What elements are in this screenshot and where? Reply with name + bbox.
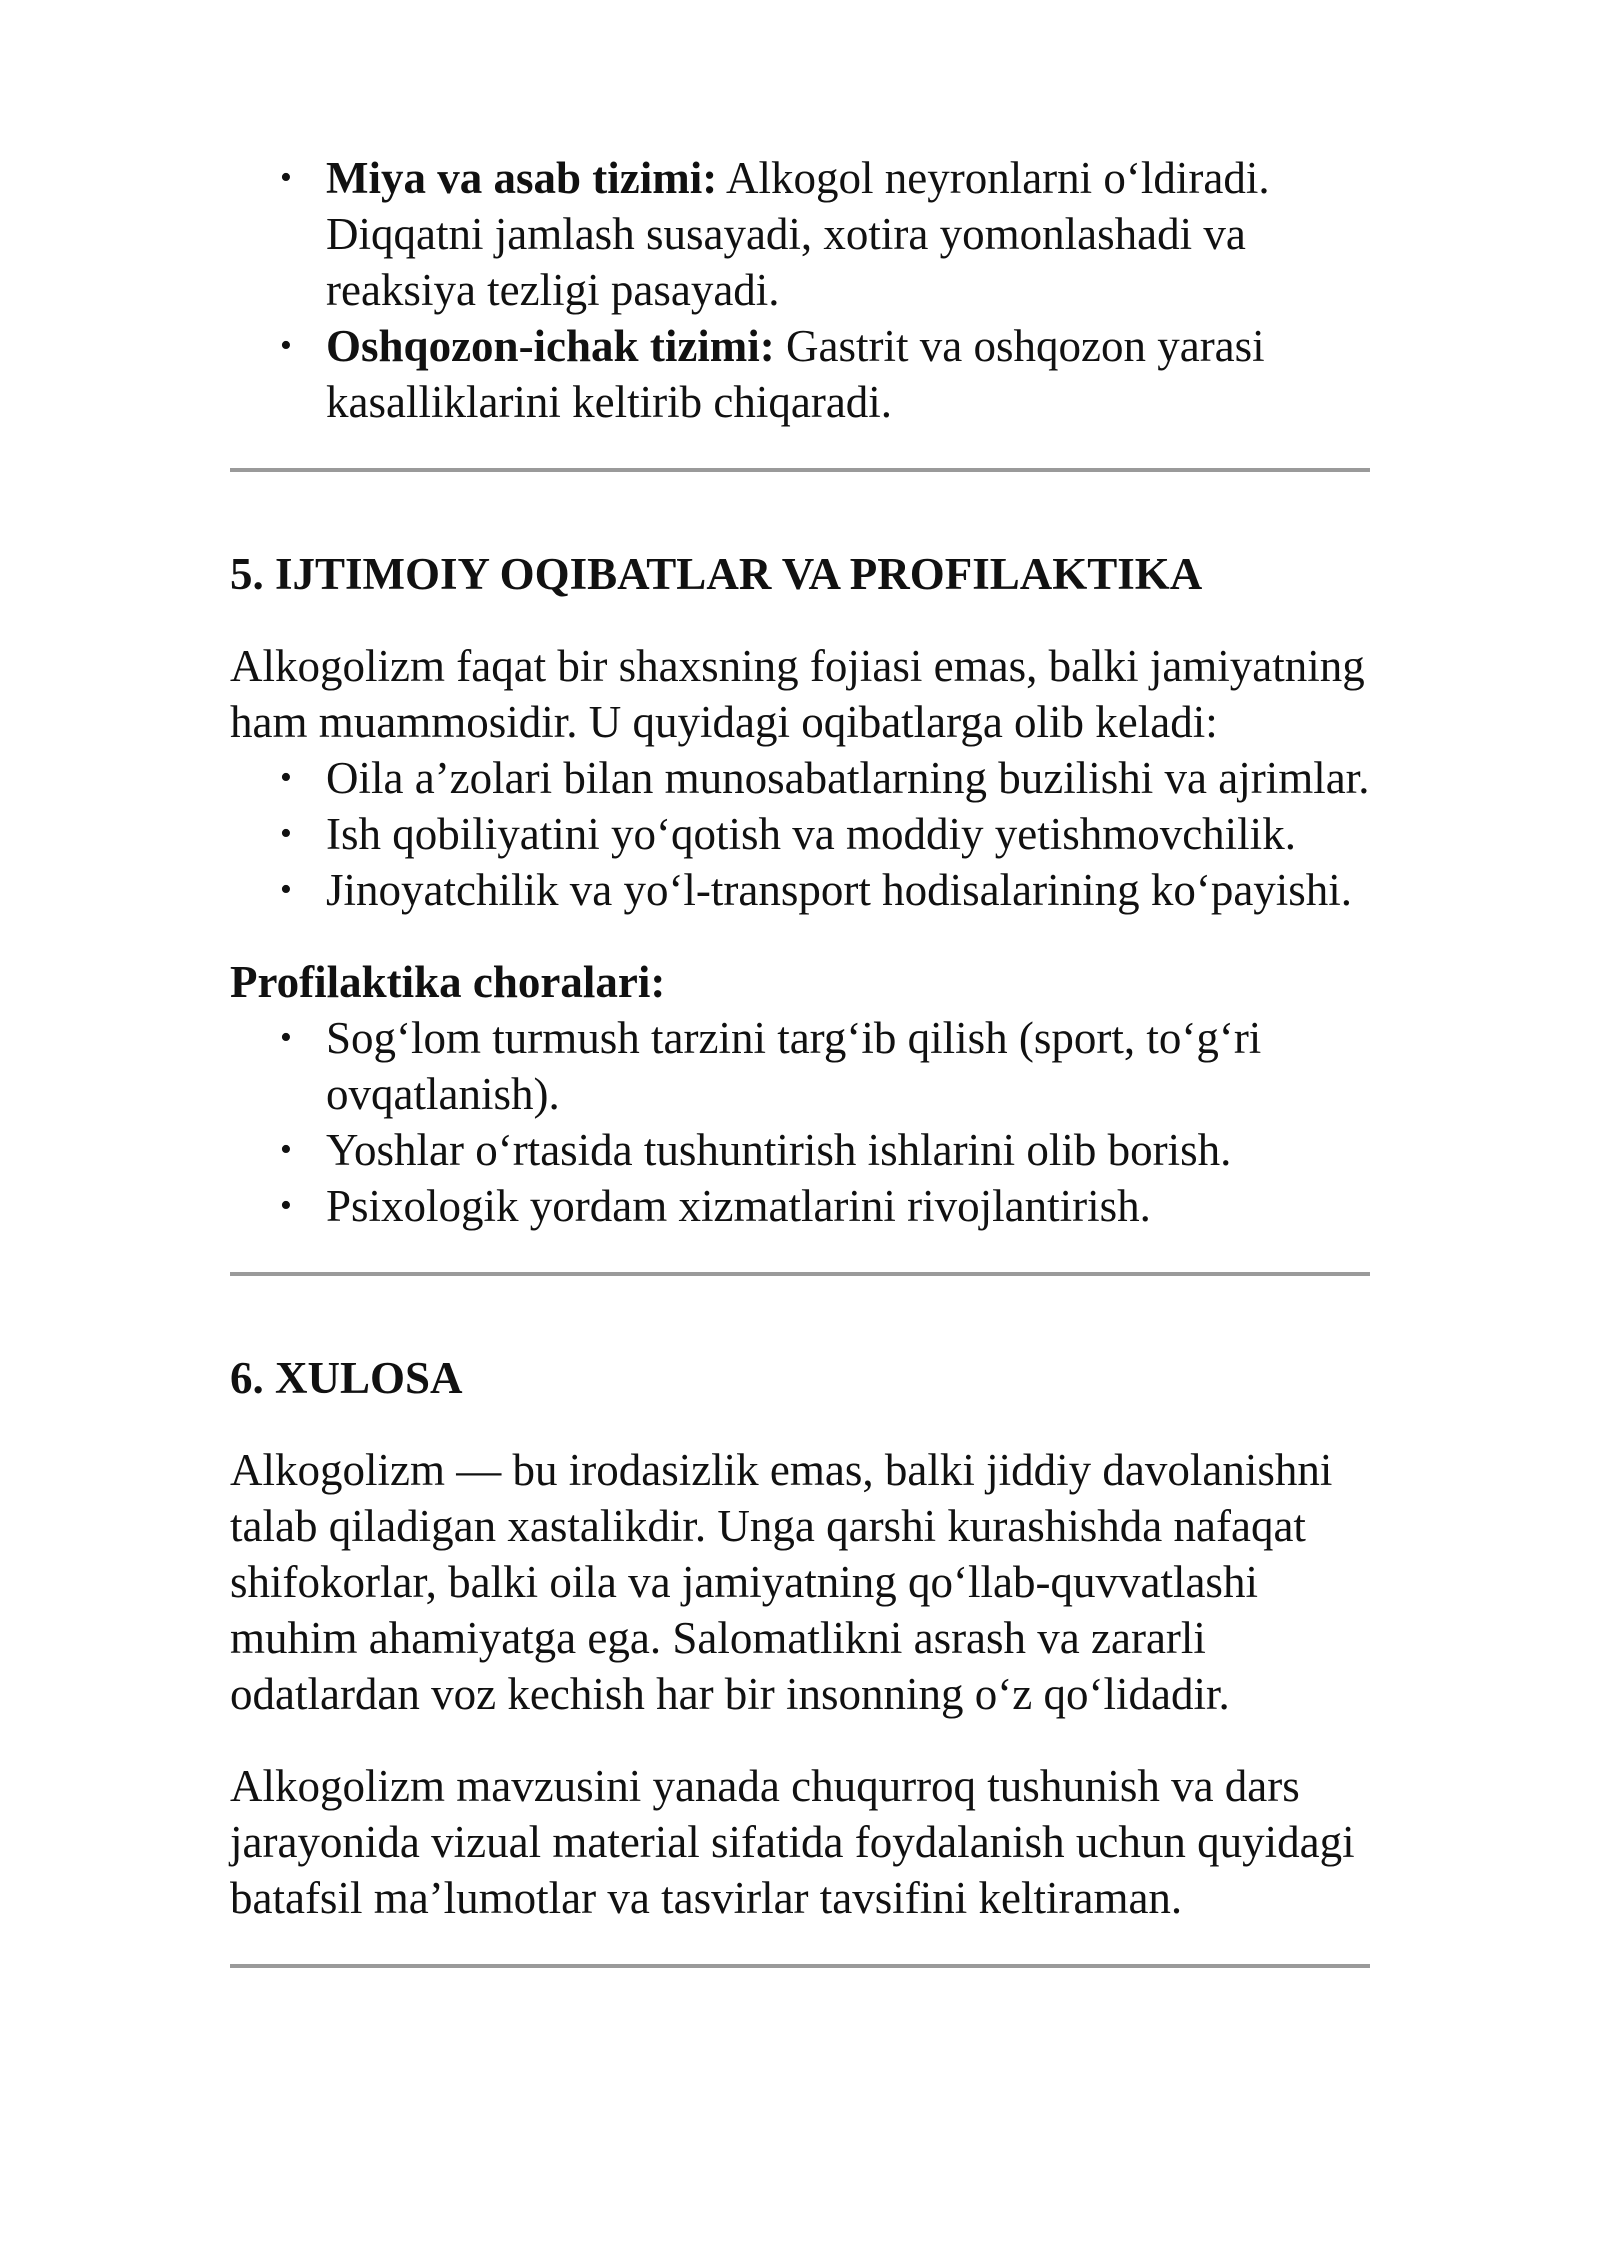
list-item-term: Miya va asab tizimi: — [326, 153, 718, 203]
list-item — [230, 318, 1370, 430]
list-item-term: Oshqozon-ichak tizimi: — [326, 321, 775, 371]
list-item — [230, 1178, 1370, 1234]
list-item — [230, 1010, 1370, 1122]
list-item — [230, 1122, 1370, 1178]
divider — [230, 1272, 1370, 1276]
prevention-list — [230, 1010, 1370, 1234]
organ-effects-list — [230, 150, 1370, 430]
bullet-icon: • — [280, 871, 292, 908]
bullet-icon: • — [280, 1187, 292, 1224]
bullet-icon: • — [280, 159, 292, 196]
bullet-icon: • — [280, 759, 292, 796]
list-item-text: Yoshlar o‘rtasida tushuntirish ishlarini olib borish. — [326, 1125, 1232, 1175]
list-item-text: Alkogol neyronlarni o‘ldiradi. Diqqatni jamlash susayadi, xotira yomonlashadi va reaksiya tezligi pasayadi. — [326, 153, 1270, 315]
list-item-text: Gastrit va oshqozon yarasi kasalliklarini keltirib chiqaradi. — [326, 321, 1265, 427]
divider — [230, 468, 1370, 472]
conclusion-paragraph: Alkogolizm mavzusini yanada chuqurroq tushunish va dars jarayonida vizual material sifatida foydalanish uchun quyidagi batafsil ma’lumotlar va tasvirlar tavsifini keltiraman. — [230, 1761, 1355, 1923]
list-item-text: Oila a’zolari bilan munosabatlarning buzilishi va ajrimlar. — [326, 753, 1370, 803]
list-item — [230, 150, 1370, 318]
bullet-icon: • — [280, 1019, 292, 1056]
subsection-title: Profilaktika choralari: — [230, 957, 666, 1007]
list-item — [230, 806, 1370, 862]
list-item-text: Jinoyatchilik va yo‘l-transport hodisalarining ko‘payishi. — [326, 865, 1353, 915]
list-item-text: Ish qobiliyatini yo‘qotish va moddiy yetishmovchilik. — [326, 809, 1296, 859]
list-item — [230, 862, 1370, 918]
section-intro: Alkogolizm faqat bir shaxsning fojiasi emas, balki jamiyatning ham muammosidir. U quyidagi oqibatlarga olib keladi: — [230, 641, 1365, 747]
section-title: 5. IJTIMOIY OQIBATLAR VA PROFILAKTIKA — [230, 549, 1203, 599]
bullet-icon: • — [280, 327, 292, 364]
conclusion-paragraph: Alkogolizm — bu irodasizlik emas, balki jiddiy davolanishni talab qiladigan xastalikdir. Unga qarshi kurashishda nafaqat shifokorlar, balki oila va jamiyatning qo‘llab-quvvatlashi muhim ahamiyatga ega. Salomatlikni asrash va zararli odatlardan voz kechish har bir insonning o‘z qo‘lidadir. — [230, 1445, 1333, 1719]
list-item-text: Psixologik yordam xizmatlarini rivojlantirish. — [326, 1181, 1151, 1231]
list-item — [230, 750, 1370, 806]
bullet-icon: • — [280, 815, 292, 852]
bullet-icon: • — [280, 1131, 292, 1168]
list-item-text: Sog‘lom turmush tarzini targ‘ib qilish (sport, to‘g‘ri ovqatlanish). — [326, 1013, 1262, 1119]
section-title: 6. XULOSA — [230, 1353, 463, 1403]
divider — [230, 1964, 1370, 1968]
consequences-list — [230, 750, 1370, 918]
